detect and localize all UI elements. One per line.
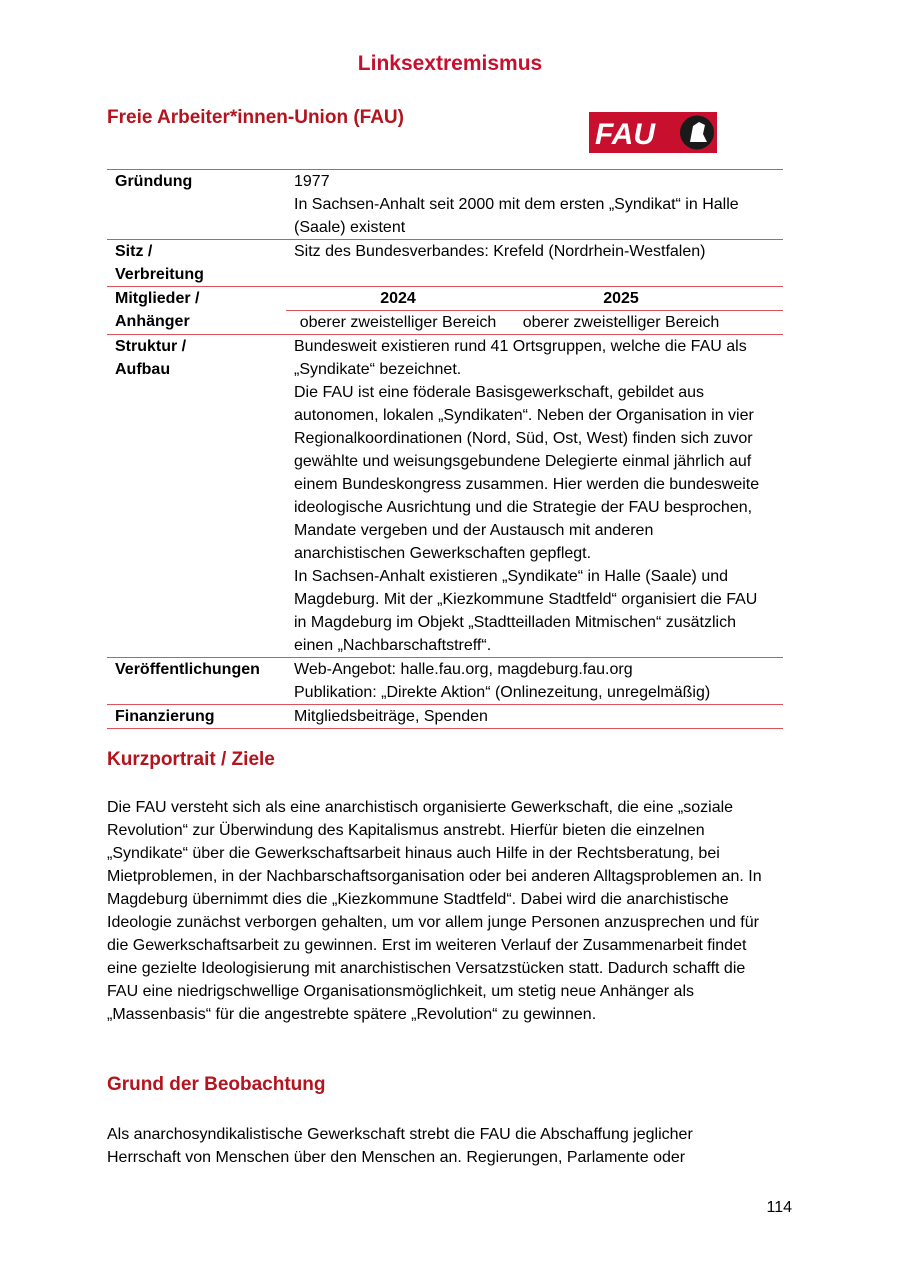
value-founding: 1977 In Sachsen-Anhalt seit 2000 mit dem ersten „Syndikat“ in Halle (Saale) existent <box>286 170 783 240</box>
row-publications <box>107 658 783 705</box>
value-publications: Web-Angebot: halle.fau.org, magdeburg.fau.org Publikation: „Direkte Aktion“ (Onlinezeitung, unregelmäßig) <box>286 658 783 705</box>
row-seat <box>107 240 783 287</box>
label-structure: Struktur / Aufbau <box>107 335 286 658</box>
members-value-2025: oberer zweistelliger Bereich <box>522 314 720 331</box>
members-value-2024: oberer zweistelliger Bereich <box>299 314 497 331</box>
year-2024: 2024 <box>380 290 416 307</box>
year-2025: 2025 <box>603 290 639 307</box>
label-seat: Sitz / Verbreitung <box>107 240 286 287</box>
row-founding <box>107 170 783 240</box>
page-header-title: Linksextremismus <box>357 52 543 75</box>
portrait-title: Kurzportrait / Ziele <box>107 749 275 770</box>
value-structure: Bundesweit existieren rund 41 Ortsgruppen, welche die FAU als „Syndikate“ bezeichnet. Die FAU ist eine föderale Basisgewerkschaft, gebildet aus autonomen, lokalen „Syndikaten“. Neben der Organisation in vier Regionalkoordinationen (Nord, Süd, Ost, West) finden sich zuvor gewählte und weisungsgebundene Delegierte einmal jährlich auf einem Bundeskongress zusammen. Hier werden die bundesweite ideologische Ausrichtung und die Strategie der FAU besprochen, Mandate vergeben und der Austausch mit anderen anarchistischen Gewerkschaften gepflegt. In Sachsen-Anhalt existieren „Syndikate“ in Halle (Saale) und Magdeburg. Mit der „Kiezkommune Stadtfeld“ organisiert die FAU in Magdeburg im Objekt „Stadtteilladen Mitmischen“ zusätzlich einen „Nachbarschaftstreff“. <box>286 335 783 658</box>
fau-logo-text: FAU <box>595 118 655 151</box>
members-year-header <box>286 287 783 311</box>
label-founding: Gründung <box>107 170 286 240</box>
value-members <box>286 287 783 335</box>
label-financing: Finanzierung <box>107 705 286 729</box>
profile-table <box>107 169 783 729</box>
row-financing <box>107 705 783 729</box>
row-structure <box>107 335 783 658</box>
members-values <box>286 311 783 334</box>
value-seat: Sitz des Bundesverbandes: Krefeld (Nordrhein-Westfalen) <box>286 240 783 287</box>
observation-title: Grund der Beobachtung <box>107 1074 326 1095</box>
portrait-paragraph: Die FAU versteht sich als eine anarchistisch organisierte Gewerkschaft, die eine „soziale Revolution“ zur Überwindung des Kapitalismus anstrebt. Hierfür bieten die einzelnen „Syndikate“ über die Gewerkschaftsarbeit hinaus auch Hilfe in der Rechtsberatung, bei Mietproblemen, in der Nachbarschaftsorganisation oder bei anderen Alltagsproblemen an. In Magdeburg übernimmt dies die „Kiezkommune Stadtfeld“. Dabei wird die anarchistische Ideologie zunächst verborgen gehalten, um vor allem junge Personen anzusprechen und für die Gewerkschaftsarbeit zu gewinnen. Erst im weiteren Verlauf der Zusammenarbeit findet eine gezielte Ideologisierung mit anarchistischen Versatzstücken statt. Dadurch schafft die FAU eine niedrigschwellige Organisationsmöglichkeit, um stetig neue Anhänger als „Massenbasis“ für die angestrebte spätere „Revolution“ zu gewinnen. <box>107 799 762 1023</box>
observation-paragraph: Als anarchosyndikalistische Gewerkschaft strebt die FAU die Abschaffung jeglicher Herrschaft von Menschen über den Menschen an. Regierungen, Parlamente oder <box>107 1126 693 1166</box>
fau-logo <box>589 112 717 153</box>
value-financing: Mitgliedsbeiträge, Spenden <box>286 705 783 729</box>
organization-title: Freie Arbeiter*innen-Union (FAU) <box>107 107 404 128</box>
label-members: Mitglieder / Anhänger <box>107 287 286 335</box>
page-number: 114 <box>766 1199 792 1216</box>
row-members <box>107 287 783 335</box>
label-publications: Veröffentlichungen <box>107 658 286 705</box>
